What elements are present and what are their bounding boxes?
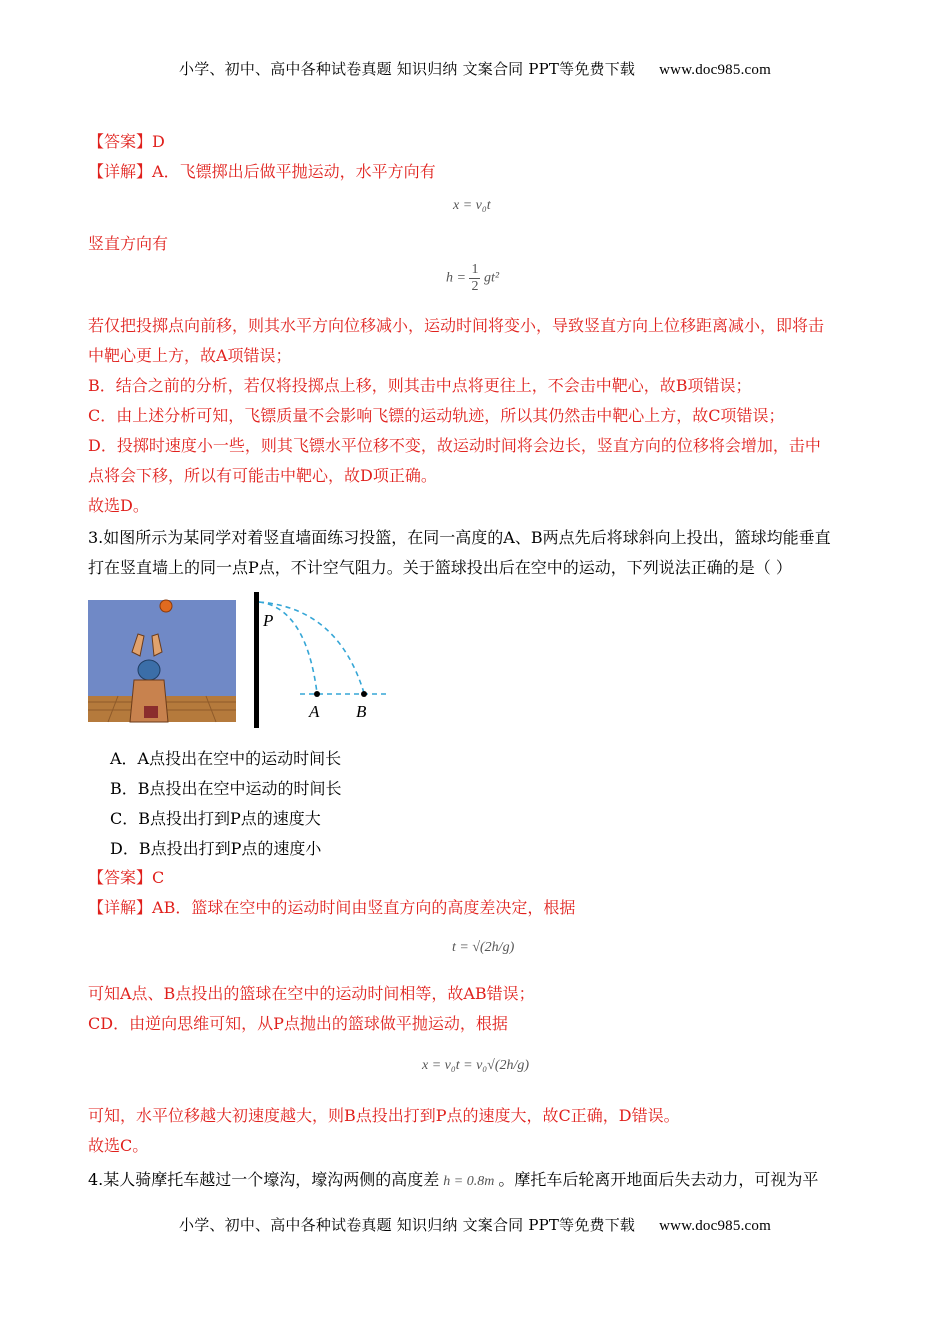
detail-tag: 【详解】 <box>88 898 153 917</box>
q3-detail-line3: CD．由逆向思维可知，从P点抛出的篮球做平抛运动，根据 <box>88 1014 508 1033</box>
q2-detail-line2: 竖直方向有 <box>88 234 169 253</box>
q3-conclusion: 故选C。 <box>88 1136 149 1155</box>
point-b <box>361 691 367 697</box>
q2-conclusion: 故选D。 <box>88 496 149 515</box>
q3-detail-line4: 可知，水平位移越大初速度越大，则B点投出打到P点的速度大，故C正确，D错误。 <box>88 1106 680 1125</box>
equation-t-sqrt: t = √(2h/g) <box>452 940 515 955</box>
q3-figure <box>88 590 398 730</box>
equation-h-half-gt2: h = $\frac{1}{2}$ gt² <box>446 262 500 294</box>
q2-answer <box>88 132 878 152</box>
label-a: A <box>309 702 320 721</box>
page-footer <box>0 1214 950 1235</box>
answer-value: D <box>152 132 165 151</box>
equation-x-v0t: x = v₀t <box>453 198 491 213</box>
header-url[interactable]: www.doc985.com <box>659 62 771 78</box>
q2-detail-line3: 若仅把投掷点向前移，则其水平方向位移减小，运动时间将变小，导致竖直方向上位移距离减小，即将击 <box>88 316 825 335</box>
q2-detail-line5: B．结合之前的分析，若仅将投掷点上移，则其击中点将更往上，不会击中靶心，故B项错误； <box>88 376 752 395</box>
trajectory-b <box>259 602 364 693</box>
q4-stem: 4.某人骑摩托车越过一个壕沟，壕沟两侧的高度差 h = 0.8m 。摩托车后轮离开地面后失去动力，可视为平 <box>88 1170 819 1189</box>
q3-answer <box>88 868 878 888</box>
point-a <box>314 691 320 697</box>
answer-tag: 【答案】 <box>88 132 153 151</box>
answer-value: C <box>152 868 165 887</box>
label-b: B <box>356 702 367 721</box>
header-text: 小学、初中、高中各种试卷真题 知识归纳 文案合同 PPT等免费下载 <box>179 60 636 78</box>
q2-detail-line6: C．由上述分析可知，飞镖质量不会影响飞镖的运动轨迹，所以其仍然击中靶心上方，故C项错误； <box>88 406 785 425</box>
option-b[interactable]: B．B点投出在空中运动的时间长 <box>110 779 342 798</box>
q2-detail-line1: 【详解】A．飞镖掷出后做平抛运动，水平方向有 <box>88 162 436 181</box>
q3-detail-line1: 【详解】AB．篮球在空中的运动时间由竖直方向的高度差决定，根据 <box>88 898 576 917</box>
q3-stem-line2: 打在竖直墙上的同一点P点，不计空气阻力。关于篮球投出后在空中的运动，下列说法正确的是（ ） <box>88 558 792 577</box>
option-d[interactable]: D．B点投出打到P点的速度小 <box>110 839 322 858</box>
q3-stem-line1: 3.如图所示为某同学对着竖直墙面练习投篮，在同一高度的A、B两点先后将球斜向上投出，篮球均能垂直 <box>88 528 831 547</box>
page-header <box>0 58 950 79</box>
q3-detail-line2: 可知A点、B点投出的篮球在空中的运动时间相等，故AB错误； <box>88 984 535 1003</box>
footer-url[interactable]: www.doc985.com <box>659 1218 771 1234</box>
vertical-wall <box>254 592 259 728</box>
label-p: P <box>263 611 274 630</box>
q2-detail-line7: D．投掷时速度小一些，则其飞镖水平位移不变，故运动时间将会边长，竖直方向的位移将会增加，击中 <box>88 436 821 455</box>
option-a[interactable]: A．A点投出在空中的运动时间长 <box>110 749 342 768</box>
detail-tag: 【详解】 <box>88 162 153 181</box>
q2-detail-line8: 点将会下移，所以有可能击中靶心，故D项正确。 <box>88 466 437 485</box>
basketball-icon <box>160 600 172 612</box>
q2-detail-line4: 中靶心更上方，故A项错误； <box>88 346 292 365</box>
answer-tag: 【答案】 <box>88 868 153 887</box>
equation-x-v0-sqrt: x = v₀t = v₀√(2h/g) <box>422 1058 530 1073</box>
equation-h-08m: h = 0.8m <box>443 1174 495 1189</box>
footer-text: 小学、初中、高中各种试卷真题 知识归纳 文案合同 PPT等免费下载 <box>179 1216 636 1234</box>
option-c[interactable]: C．B点投出打到P点的速度大 <box>110 809 321 828</box>
